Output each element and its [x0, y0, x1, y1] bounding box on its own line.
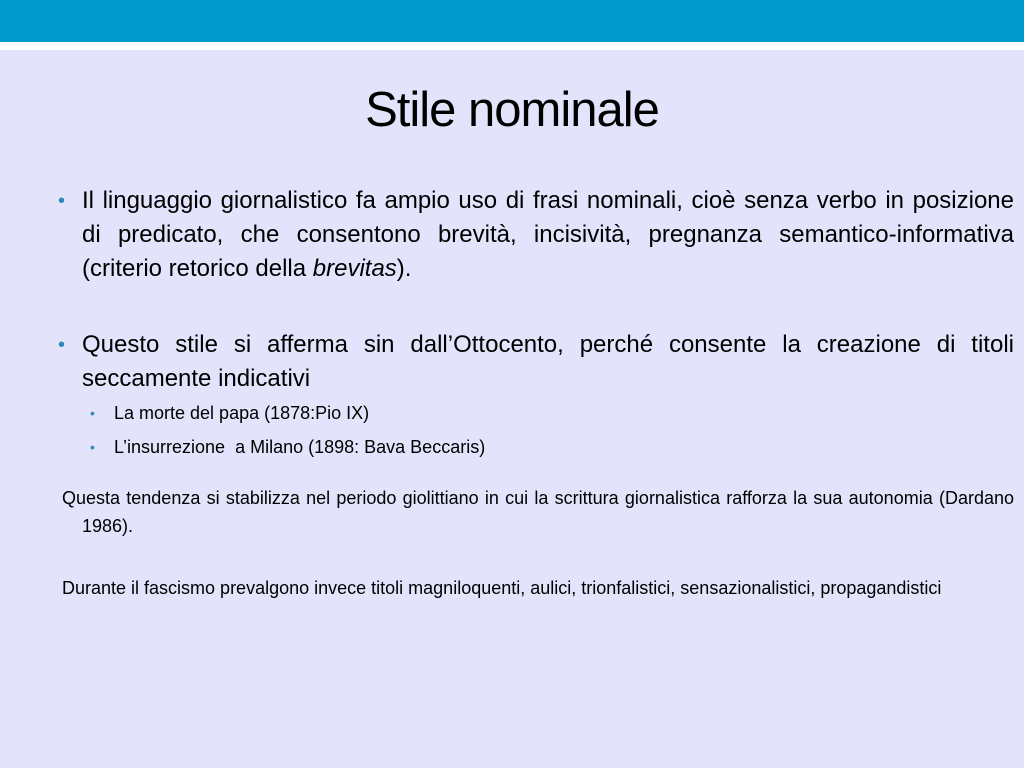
bullet-item — [58, 184, 1014, 286]
sub-bullet-item — [90, 396, 1014, 430]
body-paragraph: Durante il fascismo prevalgono invece titoli magniloquenti, aulici, trionfalistici, sensazionalistici, propagandistici — [62, 578, 942, 598]
sub-bullet-text: La morte del papa (1878:Pio IX) — [114, 403, 370, 423]
bullet-dot-icon: • — [58, 334, 66, 356]
header-band — [0, 0, 1024, 42]
sub-bullet-item — [90, 430, 1014, 464]
sub-bullet-dot-icon: • — [90, 405, 95, 421]
bullet-text: Questo stile si afferma sin dall’Ottocento, perché consente la creazione di titoli seccamente indicativi — [82, 331, 1014, 392]
slide-title: Stile nominale — [365, 83, 659, 137]
bullet-text-end: ). — [396, 255, 412, 282]
bullet-dot-icon: • — [58, 190, 66, 212]
bullet-item — [58, 328, 1014, 396]
bullet-italic-term: brevitas — [312, 255, 397, 282]
slide-content — [58, 184, 1014, 602]
sub-bullet-dot-icon: • — [90, 439, 95, 455]
header-divider — [0, 42, 1024, 50]
body-paragraph: Questa tendenza si stabilizza nel periodo giolittiano in cui la scrittura giornalistica rafforza la sua autonomia (Dardano 1986). — [62, 488, 1014, 536]
bullet-text: Il linguaggio giornalistico fa ampio uso di frasi nominali, cioè senza verbo in posizione di predicato, che consentono brevità, incisività, pregnanza semantico-informativa (criterio retorico della — [82, 187, 1014, 282]
sub-bullet-text: L’insurrezione a Milano (1898: Bava Beccaris) — [114, 437, 486, 457]
